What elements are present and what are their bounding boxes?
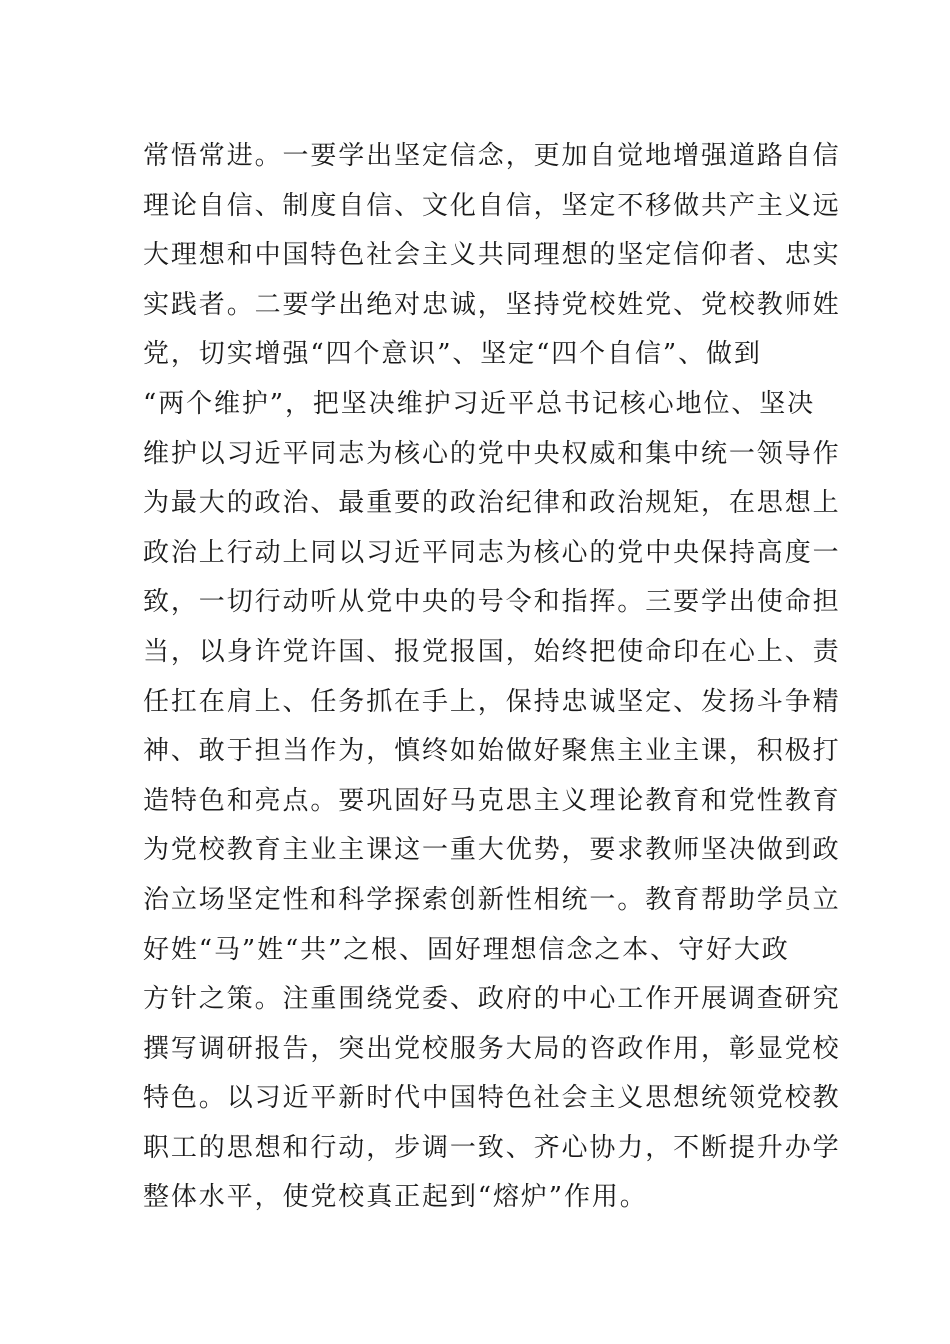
text-line: 造特色和亮点。要巩固好马克思主义理论教育和党性教育 [143, 785, 841, 816]
text-line: 特色。以习近平新时代中国特色社会主义思想统领党校教 [143, 1083, 841, 1114]
text-line: 理论自信、制度自信、文化自信，坚定不移做共产主义远 [143, 190, 841, 221]
body-paragraph [143, 132, 841, 1223]
text-line: 好姓“马”姓“共”之根、固好理想信念之本、守好大政 [143, 934, 790, 965]
text-line: 大理想和中国特色社会主义共同理想的坚定信仰者、忠实 [143, 240, 841, 271]
text-line: 为党校教育主业主课这一重大优势，要求教师坚决做到政 [143, 835, 841, 866]
text-line: 撰写调研报告，突出党校服务大局的咨政作用，彰显党校 [143, 1033, 841, 1064]
text-line: 致，一切行动听从党中央的号令和指挥。三要学出使命担 [143, 587, 841, 618]
text-line: 常悟常进。一要学出坚定信念，更加自觉地增强道路自信 [143, 141, 841, 171]
text-line: “两个维护”，把坚决维护习近平总书记核心地位、坚决 [143, 388, 816, 419]
text-line: 神、敢于担当作为，慎终如始做好聚焦主业主课，积极打 [143, 736, 841, 767]
text-line: 职工的思想和行动，步调一致、齐心协力，不断提升办学 [143, 1132, 841, 1163]
text-line: 维护以习近平同志为核心的党中央权威和集中统一领导作 [143, 438, 841, 469]
text-line: 当，以身许党许国、报党报国，始终把使命印在心上、责 [143, 636, 841, 667]
text-line: 实践者。二要学出绝对忠诚，坚持党校姓党、党校教师姓 [143, 289, 841, 320]
text-line: 方针之策。注重围绕党委、政府的中心工作开展调查研究 [143, 984, 841, 1015]
text-line: 治立场坚定性和科学探索创新性相统一。教育帮助学员立 [143, 884, 841, 915]
text-line: 为最大的政治、最重要的政治纪律和政治规矩，在思想上 [143, 488, 841, 519]
text-line: 党，切实增强“四个意识”、坚定“四个自信”、做到 [143, 339, 762, 370]
text-line: 任扛在肩上、任务抓在手上，保持忠诚坚定、发扬斗争精 [143, 686, 841, 717]
text-line: 整体水平，使党校真正起到“熔炉”作用。 [143, 1182, 648, 1213]
text-line: 政治上行动上同以习近平同志为核心的党中央保持高度一 [143, 537, 841, 568]
